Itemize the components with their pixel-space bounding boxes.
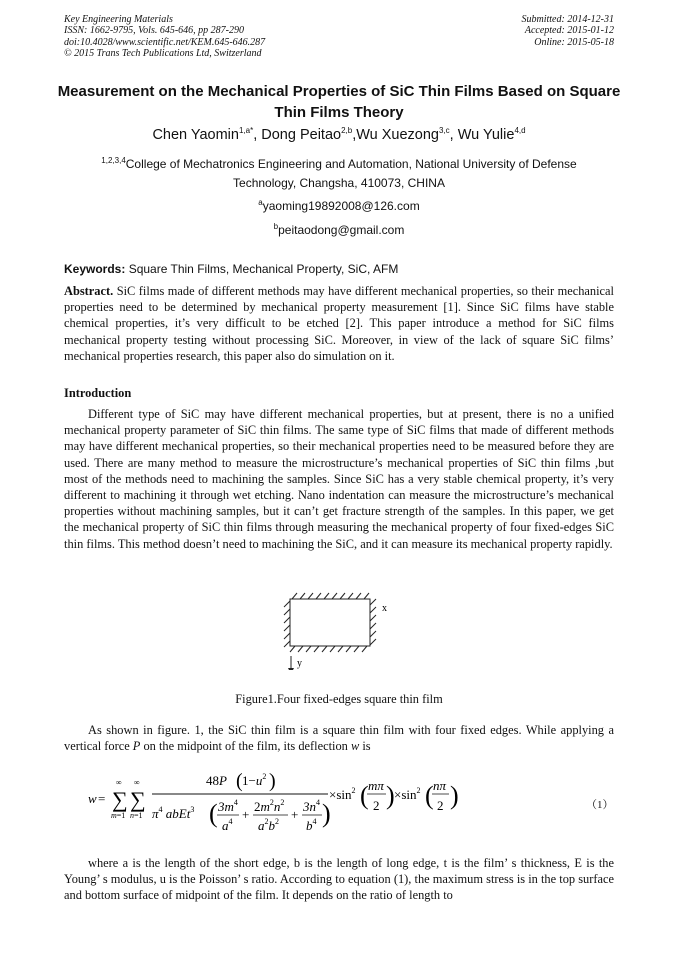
- y-axis-label: y: [297, 658, 302, 669]
- online-date: Online: 2015-05-18: [534, 36, 614, 48]
- film-rectangle: [290, 599, 370, 646]
- x-axis-label: x: [382, 603, 387, 614]
- svg-text:m=1: m=1: [111, 811, 126, 820]
- email-sup: b: [273, 222, 279, 231]
- author-name: Wu Yulie: [457, 127, 515, 143]
- author-sep: ,: [449, 127, 458, 143]
- svg-text:∞: ∞: [134, 778, 140, 787]
- doi-line: doi:10.4028/www.scientific.net/KEM.645-646.287: [64, 36, 266, 48]
- square-film-figure: [278, 590, 398, 670]
- abstract-label: Abstract.: [64, 284, 114, 298]
- svg-text:=: =: [98, 791, 106, 806]
- author-name: Dong Peitao: [261, 127, 342, 143]
- journal-header: [64, 14, 265, 60]
- right-hatch: [370, 599, 376, 645]
- submitted-date: Submitted: 2014-12-31: [521, 14, 614, 25]
- author-name: Chen Yaomin: [152, 127, 239, 143]
- affiliation: [80, 155, 598, 192]
- deflection-variable: w: [350, 739, 360, 754]
- author-sup: 1,a*: [238, 126, 254, 136]
- svg-text:+: +: [291, 807, 299, 822]
- svg-text:(: (: [236, 770, 243, 792]
- svg-text:×sin2: $\times\sin^2$: [394, 786, 421, 802]
- affiliation-sup: 1,2,3,4: [101, 156, 126, 165]
- svg-text:∑: ∑: [112, 787, 128, 812]
- svg-text:3m4: $3m^4$: [218, 798, 238, 814]
- svg-text:mπ: mπ: [368, 778, 384, 793]
- svg-text:(: (: [425, 781, 434, 810]
- svg-text:a2b2: $a^2b^2$: [258, 817, 279, 833]
- force-variable: P: [132, 739, 141, 754]
- svg-text:w: w: [88, 791, 97, 806]
- para2-text: is: [359, 739, 371, 754]
- svg-text:): ): [322, 799, 331, 828]
- svg-text:π4 abEt3: $\pi^4$ abEt$^3$: [152, 805, 195, 821]
- journal-name: Key Engineering Materials: [64, 14, 173, 25]
- svg-text:3n4: $3n^4$: [303, 798, 320, 814]
- svg-text:(: (: [209, 799, 218, 828]
- svg-text:(: (: [360, 781, 369, 810]
- issn-line: ISSN: 1662-9795, Vols. 645-646, pp 287-290: [64, 25, 244, 37]
- abstract-text: SiC films made of different methods may have different mechanical properties, so their mechanical properties need to be determined by mechanical property measurement [1]. Since SiC films have stable chemical properties, it’s very difficult to be etched [2]. This paper introduce a method for SiC films mechanical property testing without processing SiC. Moreover, in view of the lack of square SiC films’ mechanical properties research, this paper also do simulation on it.: [64, 284, 615, 363]
- email-text: peitaodong@gmail.com: [278, 223, 405, 237]
- dates-header: [522, 14, 615, 48]
- author-sep: ,: [352, 127, 357, 143]
- figure-paragraph: [64, 722, 614, 754]
- variables-paragraph: where a is the length of the short edge, b is the length of long edge, t is the film’ s thickness, E is the Young’ s modulus, u is the Poisson’ s ratio. According to equation (1), the maximum stress is in the top surface and bottom surface of midpoint of the film. It depends on the ratio of length to: [64, 856, 614, 903]
- author-sup: 2,b: [341, 126, 353, 136]
- para2-text: As shown in figure. 1, the SiC thin film is a square thin film with four fixed edges. While applying a vertical force: [64, 723, 614, 754]
- bottom-hatch: [290, 646, 367, 652]
- figure-caption: Figure1.Four fixed-edges square thin film: [235, 692, 443, 706]
- author-sep: ,: [253, 127, 262, 143]
- author-sup: 4,d: [514, 126, 526, 136]
- svg-text:∞: ∞: [116, 778, 122, 787]
- svg-text:2: 2: [373, 798, 380, 813]
- author-list: [0, 127, 678, 143]
- accepted-date: Accepted: 2015-01-12: [524, 25, 614, 37]
- svg-text:): ): [269, 770, 276, 792]
- copyright-line: © 2015 Trans Tech Publications Ltd, Switzerland: [64, 48, 262, 60]
- keywords: [64, 262, 398, 276]
- keywords-label: Keywords:: [64, 262, 126, 276]
- author-sup: 3,c: [439, 126, 450, 136]
- svg-text:nπ: nπ: [433, 778, 447, 793]
- svg-text:+: +: [242, 807, 250, 822]
- email-b: [0, 223, 678, 237]
- svg-text:×sin2: $\times\sin^2$: [329, 786, 356, 802]
- equation-body: [88, 770, 459, 833]
- email-text: yaoming19892008@126.com: [262, 199, 420, 213]
- left-hatch: [284, 601, 290, 647]
- para2-text: on the midpoint of the film, its deflection: [140, 739, 351, 754]
- svg-text:2m2n2: $2m^2n^2$: [254, 798, 285, 814]
- keywords-text: Square Thin Films, Mechanical Property, SiC, AFM: [128, 262, 399, 276]
- top-hatch: [292, 593, 369, 599]
- svg-text:n=1: n=1: [130, 811, 143, 820]
- affiliation-text: College of Mechatronics Engineering and Automation, National University of Defense Technology, Changsha, 410073, CHINA: [125, 157, 577, 190]
- section-heading: Introduction: [64, 386, 132, 400]
- paper-title: Measurement on the Mechanical Properties of SiC Thin Films Based on Square Thin Films Theory: [57, 83, 621, 121]
- email-sup: a: [258, 198, 263, 207]
- intro-paragraph: Different type of SiC may have different mechanical properties, but at present, there is no a unified mechanical property parameter of SiC thin films. The same type of SiC films that made of different methods may have different mechanical properties, so their mechanical properties need to be measured before they are used. There are many method to measure the microstructure’s mechanical properties of SiC thin films ,but most of the methods need to machining the samples. Since SiC has a very stable chemical property, it’s very different to machining it through wet etching. Nano indentation can measure the microstructure’s mechanical properties without machining samples, but it can’t get fracture strength of the samples. In this paper, we get the mechanical property of SiC thin films through measuring the mechanical property of four fixed-edges SiC thin films. This method doesn’t need to machining the SiC, and it can measure its mechanical property rapidly.: [64, 407, 614, 551]
- equation-number: （1）: [586, 799, 614, 811]
- svg-text:a4: $a^4$: [222, 817, 233, 833]
- author-name: Wu Xuezong: [356, 127, 439, 143]
- svg-text:2: 2: [437, 798, 444, 813]
- y-arrowhead: [288, 668, 294, 670]
- svg-text:1−u2: $1-u^2$: [242, 772, 267, 788]
- svg-text:48P: 48P: [206, 773, 227, 788]
- svg-text:): ): [386, 781, 395, 810]
- abstract: [64, 283, 614, 364]
- svg-text:∑: ∑: [130, 787, 146, 812]
- svg-text:b4: $b^4$: [306, 817, 317, 833]
- email-a: [0, 199, 678, 213]
- equation-1: [88, 763, 468, 838]
- svg-text:): ): [450, 781, 459, 810]
